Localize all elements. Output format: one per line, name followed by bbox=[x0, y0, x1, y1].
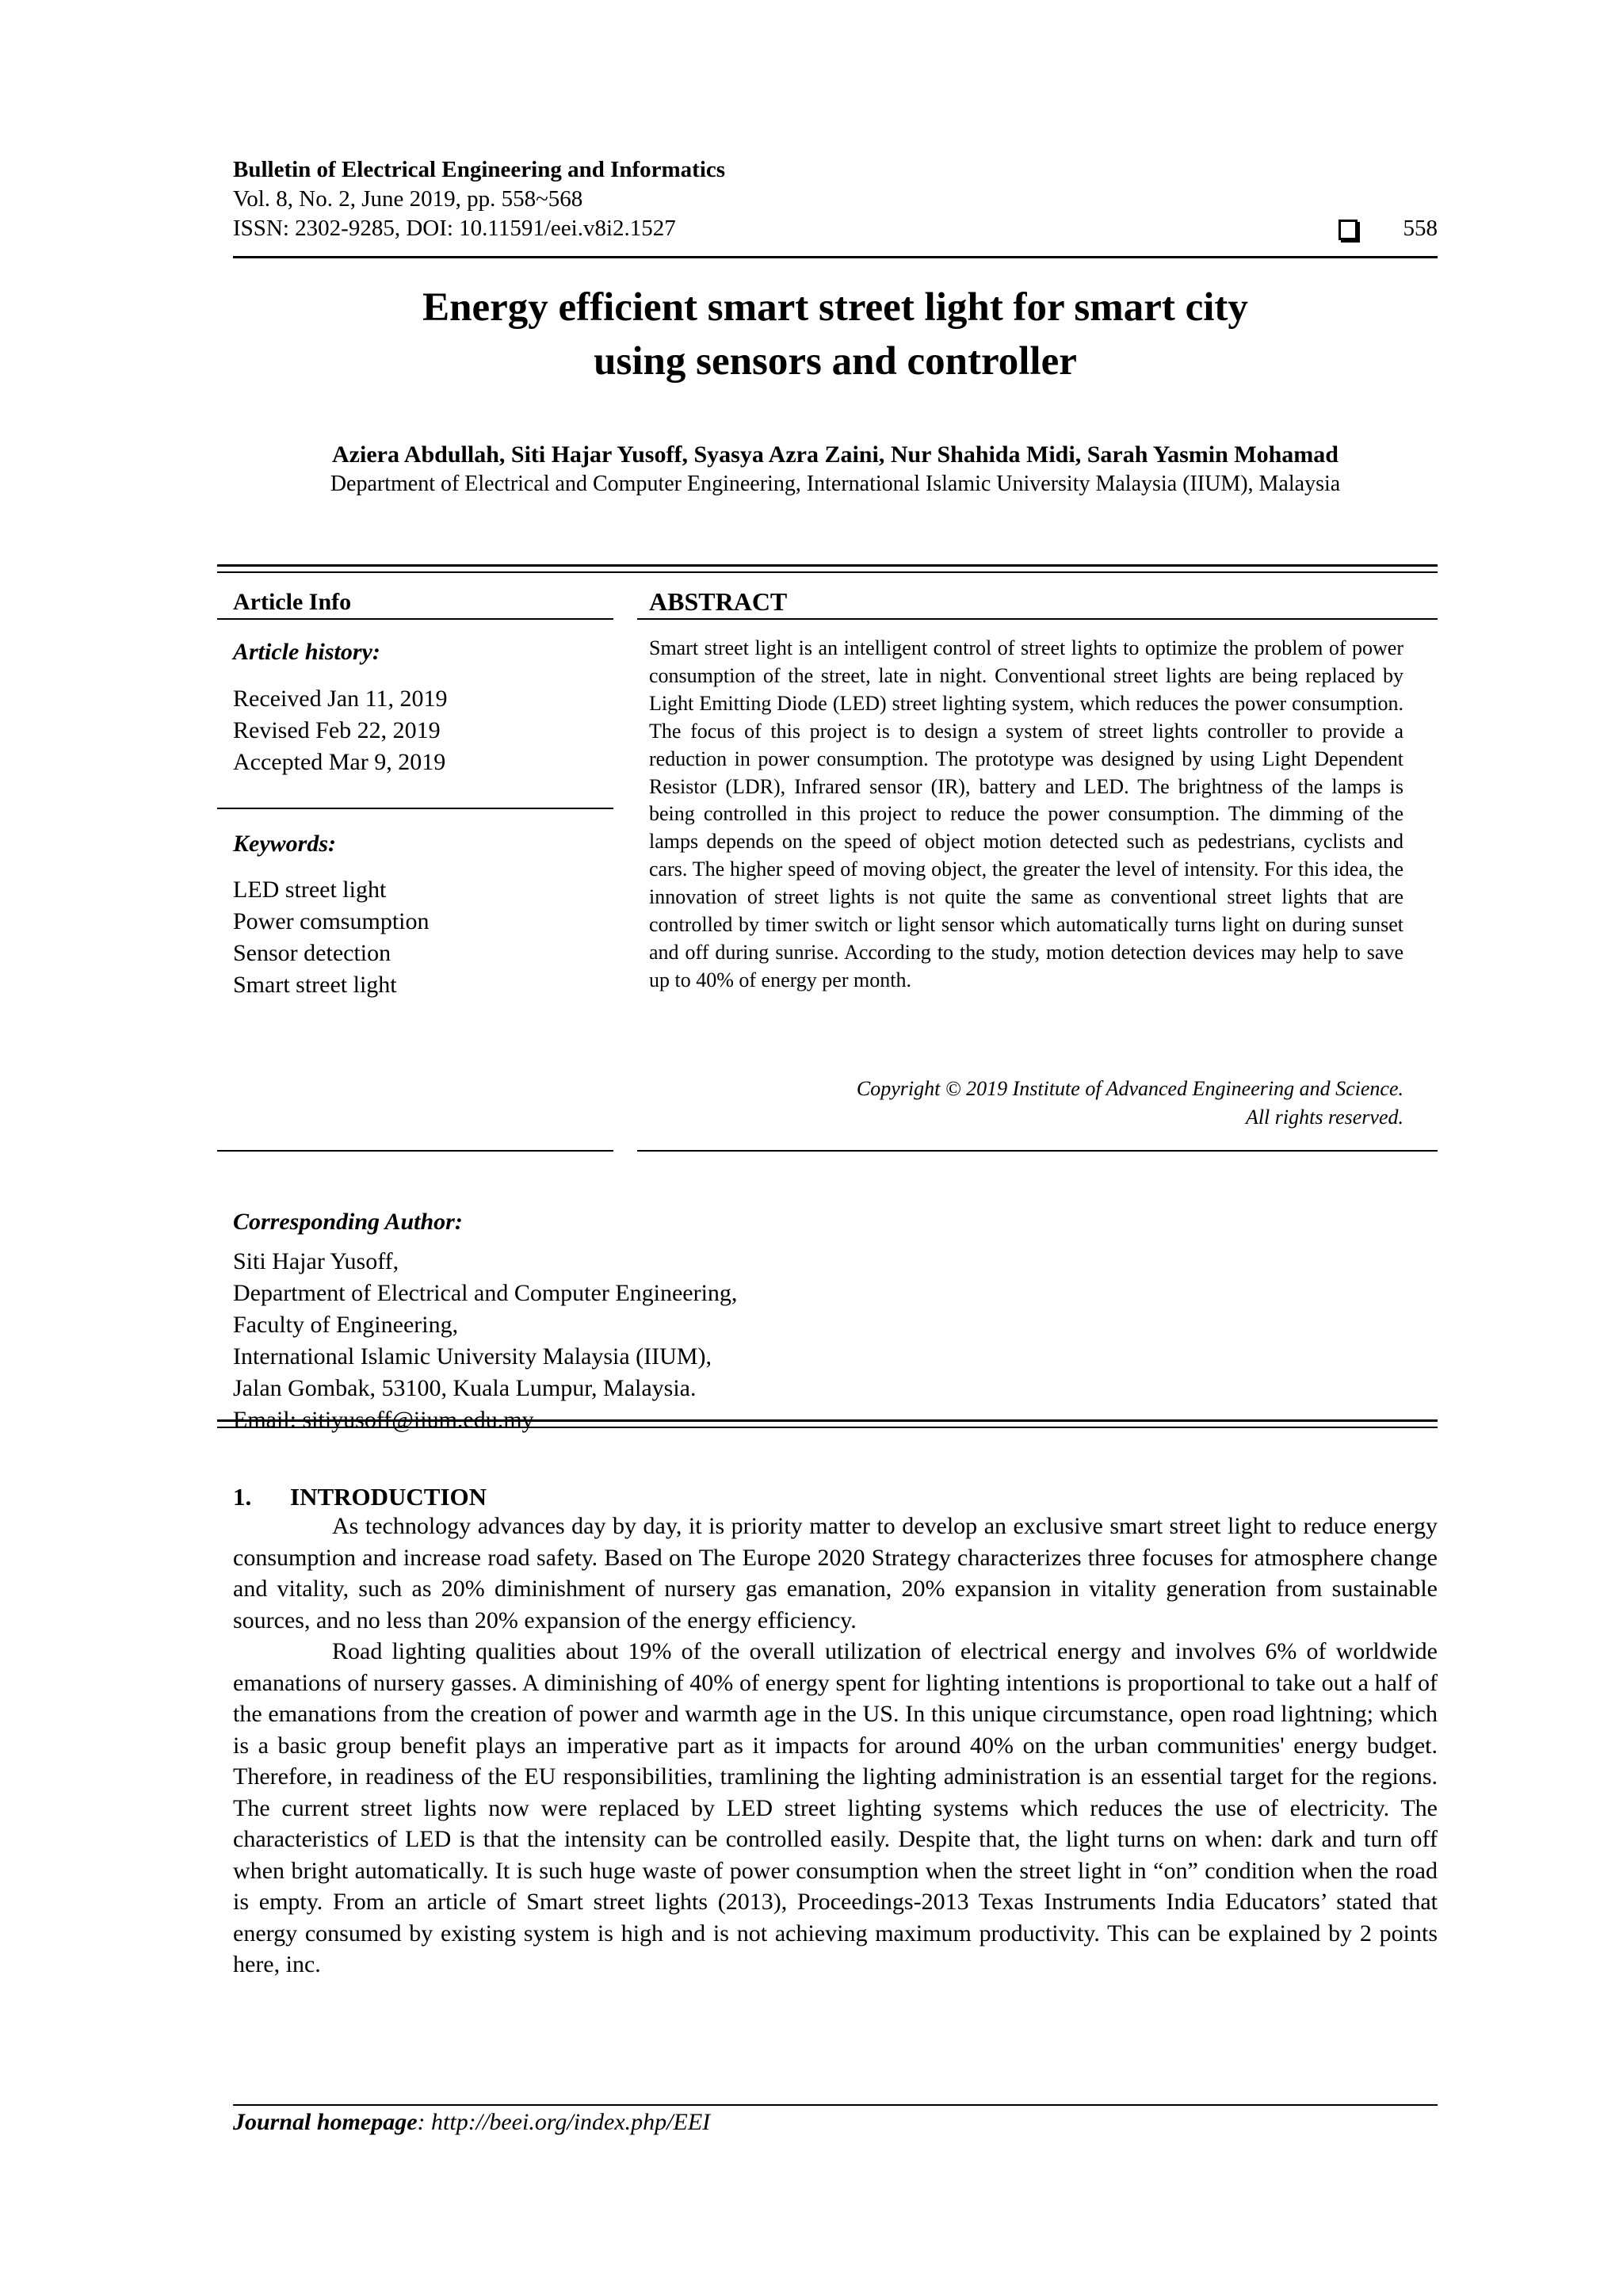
corresponding-heading: Corresponding Author: bbox=[233, 1209, 463, 1235]
keyword: Power comsumption bbox=[233, 908, 430, 934]
copyright-line-1: Copyright © 2019 Institute of Advanced Engineering and Science. bbox=[856, 1077, 1403, 1100]
introduction-body bbox=[233, 1511, 1438, 1981]
keywords-rule bbox=[217, 808, 613, 809]
header-rule bbox=[233, 256, 1438, 258]
affiliation: Department of Electrical and Computer Engineering, International Islamic University Malaysia (IIUM), Malaysia bbox=[330, 472, 1341, 496]
paragraph: As technology advances day by day, it is priority matter to develop an exclusive smart street light to reduce energy consumption and increase road safety. Based on The Europe 2020 Strategy characterizes three focuses for atmosphere change and vitality, such as 20% diminishment of nursery gas emanation, 20% expansion in vitality generation from sustainable sources, and no less than 20% expansion of the energy efficiency. bbox=[233, 1513, 1438, 1633]
keywords-heading: Keywords: bbox=[233, 831, 336, 857]
footer-label: Journal homepage bbox=[233, 2109, 418, 2135]
issn-doi: ISSN: 2302-9285, DOI: 10.11591/eei.v8i2.1527 bbox=[233, 216, 676, 241]
corr-email: Email: sitiyusoff@iium.edu.my bbox=[233, 1407, 534, 1433]
keywords-list bbox=[233, 874, 430, 1001]
corr-line: Faculty of Engineering, bbox=[233, 1312, 459, 1338]
footer-rule bbox=[233, 2104, 1438, 2106]
title-line-1: Energy efficient smart street light for smart city bbox=[422, 285, 1248, 330]
corr-line: Department of Electrical and Computer Engineering, bbox=[233, 1280, 738, 1306]
corr-line: Siti Hajar Yusoff, bbox=[233, 1248, 399, 1274]
section-title: INTRODUCTION bbox=[290, 1483, 487, 1511]
info-top-rule bbox=[217, 564, 1438, 573]
paragraph: Road lighting qualities about 19% of the overall utilization of electrical energy and involves 6% of worldwide emanations of nursery gasses. A diminishing of 40% of energy spent for lighting intentions is proportional to take out a half of the emanations from the creation of power and warmth age in the US. In this unique circumstance, open road lightning; which is a basic group benefit plays an imperative part as it impacts for around 40% on the urban communities' energy budget. Therefore, in readiness of the EU responsibilities, tramlining the lighting administration is an essential target for the regions. The current street lights now were replaced by LED street lighting systems which reduces the use of electricity. The characteristics of LED is that the intensity can be controlled easily. Despite that, the light turns on when: dark and turn off when bright automatically. It is such huge waste of power consumption when the street light in “on” condition when the road is empty. From an article of Smart street lights (2013), Proceedings-2013 Texas Instruments India Educators’ stated that energy consumed by existing system is high and is not achieving maximum productivity. This can be explained by 2 points here, inc. bbox=[233, 1638, 1438, 1977]
copyright-notice bbox=[649, 1075, 1403, 1132]
page-number: 558 bbox=[1403, 216, 1438, 241]
corr-line: Jalan Gombak, 53100, Kuala Lumpur, Malaysia. bbox=[233, 1375, 697, 1401]
article-history-heading: Article history: bbox=[233, 639, 380, 665]
copyright-line-2: All rights reserved. bbox=[1245, 1106, 1403, 1129]
corr-line: International Islamic University Malaysia (IIUM), bbox=[233, 1343, 712, 1370]
keyword: Sensor detection bbox=[233, 940, 391, 966]
journal-homepage-footer bbox=[233, 2108, 710, 2137]
article-history-list bbox=[233, 683, 447, 778]
info-bottom-rule bbox=[217, 1419, 1438, 1428]
article-info-rule bbox=[217, 618, 613, 620]
journal-name: Bulletin of Electrical Engineering and Informatics bbox=[233, 157, 726, 182]
paper-title bbox=[233, 281, 1438, 388]
section-heading-introduction bbox=[233, 1482, 487, 1511]
history-accepted: Accepted Mar 9, 2019 bbox=[233, 749, 446, 775]
title-line-2: using sensors and controller bbox=[594, 339, 1077, 384]
volume-info: Vol. 8, No. 2, June 2019, pp. 558~568 bbox=[233, 186, 583, 212]
footer-url: : http://beei.org/index.php/EEI bbox=[417, 2109, 711, 2135]
abstract-rule bbox=[637, 618, 1438, 620]
history-received: Received Jan 11, 2019 bbox=[233, 686, 448, 712]
keyword: LED street light bbox=[233, 877, 387, 903]
left-bottom-rule bbox=[217, 1150, 613, 1152]
history-revised: Revised Feb 22, 2019 bbox=[233, 717, 441, 743]
corresponding-author bbox=[233, 1206, 737, 1436]
paper-page bbox=[233, 0, 1438, 2296]
keyword: Smart street light bbox=[233, 972, 397, 998]
abstract-text: Smart street light is an intelligent control of street lights to optimize the problem of power consumption of the street, late in night. Conventional street lights are being replaced by Light Emitting Diode (LED) street lighting system, which reduces the power consumption. The focus of this project is to design a system of street lights controller to provide a reduction in power consumption. The prototype was designed by using Light Dependent Resistor (LDR), Infrared sensor (IR), battery and LED. The brightness of the lamps is being controlled in this project to reduce the power consumption. The dimming of the lamps depends on the speed of object motion detected such as pedestrians, cyclists and cars. The higher speed of moving object, the greater the level of intensity. For this idea, the innovation of street lights is not quite the same as conventional street lights that are controlled by timer switch or light sensor which automatically turns light on during sunset and off during sunrise. According to the study, motion detection devices may help to save up to 40% of energy per month. bbox=[649, 636, 1403, 991]
square-bullet-icon bbox=[1338, 220, 1358, 240]
author-list: Aziera Abdullah, Siti Hajar Yusoff, Syasya Azra Zaini, Nur Shahida Midi, Sarah Yasmin Mohamad bbox=[332, 441, 1338, 468]
abstract-bottom-rule bbox=[637, 1150, 1438, 1152]
running-header bbox=[233, 155, 1438, 243]
section-number: 1. bbox=[233, 1483, 252, 1511]
article-info-heading: Article Info bbox=[233, 589, 352, 615]
abstract-heading: ABSTRACT bbox=[649, 587, 788, 616]
